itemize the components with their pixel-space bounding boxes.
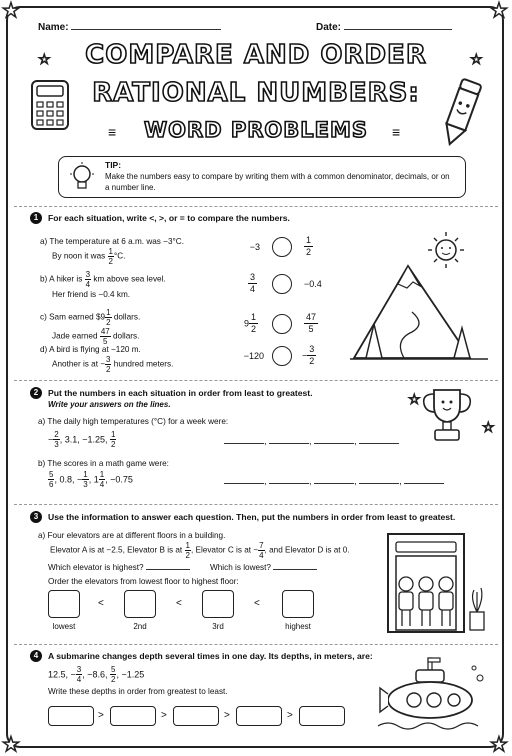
depth-box-5[interactable]: [299, 706, 345, 726]
star-icon: ☆: [470, 52, 483, 68]
divider: [14, 206, 498, 207]
star-icon: ★: [2, 732, 20, 756]
star-icon: ★: [2, 0, 20, 22]
less-than-sign: <: [176, 598, 182, 609]
answer-line[interactable]: [314, 483, 354, 484]
section-4-title: A submarine changes depth several times in one day. Its depths, in meters, are:: [48, 651, 373, 661]
item-2a-values: − $\frac{2}{3}$ , 3.1, −1.25, $\frac{1}{2}$: [48, 430, 116, 449]
answer-box-2nd[interactable]: [124, 590, 156, 618]
answer-line[interactable]: [404, 483, 444, 484]
box-label-lowest: lowest: [52, 622, 76, 631]
question-lowest[interactable]: Which is lowest?: [210, 562, 317, 573]
date-label: Date:: [316, 22, 342, 33]
tip-label: TIP:: [105, 160, 122, 170]
item-1c: c) Sam earned $9 $\frac{1}{2}$ dollars. Jade earned $\frac{47}{5}$ dollars.: [40, 308, 141, 346]
answer-line[interactable]: [224, 443, 264, 444]
divider: [14, 504, 498, 505]
divider: [14, 380, 498, 381]
compare-circle[interactable]: [272, 314, 292, 334]
answer-line[interactable]: [224, 483, 264, 484]
mountain-illustration: [350, 228, 490, 374]
name-label: Name:: [38, 22, 69, 33]
less-than-sign: <: [98, 598, 104, 609]
compare-left-value: $\frac{3}{4}$: [250, 272, 256, 294]
compare-left-value: −3: [249, 242, 260, 252]
item-2b-label: b) The scores in a math game were:: [38, 459, 169, 468]
name-line[interactable]: [71, 29, 221, 30]
section-2-subtitle: Write your answers on the lines.: [48, 400, 171, 409]
star-icon: ★: [490, 0, 508, 22]
section-2-number: 2: [30, 387, 42, 399]
date-field[interactable]: [316, 22, 452, 33]
section-3-title: Use the information to answer each question. Then, put the numbers in order from least to greatest.: [48, 512, 456, 522]
compare-circle[interactable]: [272, 237, 292, 257]
depth-values: 12.5, − $\frac{3}{4}$ , −8.6, $\frac{5}{2}$ , −1.25: [48, 665, 145, 684]
lightbulb-icon: [67, 161, 97, 193]
date-line[interactable]: [344, 29, 452, 30]
pencil-icon: [436, 76, 486, 150]
star-icon: ☆: [38, 52, 51, 68]
greater-than-sign: >: [98, 710, 104, 721]
tip-text: Make the numbers easy to compare by writing them with a common denominator, decimals, or on a number line.: [105, 172, 450, 192]
compare-left-value: −120: [243, 351, 264, 361]
answer-line[interactable]: [146, 569, 190, 570]
answer-lines-2a[interactable]: , , ,: [224, 436, 399, 446]
depth-box-2[interactable]: [110, 706, 156, 726]
answer-line[interactable]: [359, 483, 399, 484]
greater-than-sign: >: [224, 710, 230, 721]
answer-line[interactable]: [314, 443, 354, 444]
compare-left-value: 9 $\frac{1}{2}$: [244, 312, 257, 334]
submarine-illustration: [376, 654, 492, 738]
divider: [14, 644, 498, 645]
answer-line[interactable]: [269, 483, 309, 484]
greater-than-sign: >: [287, 710, 293, 721]
tip-box: [58, 156, 466, 198]
item-3a-text: a) Four elevators are at different floors in a building. Elevator A is at −2.5, Elevator B is at $\frac{1}{2}$ , Elevator C is at − $\frac{7}{4}$ , and Elevator D is at 0.: [38, 531, 350, 560]
compare-right-value: $\frac{47}{5}$: [306, 312, 317, 334]
box-label-3rd: 3rd: [212, 622, 224, 631]
depth-box-1[interactable]: [48, 706, 94, 726]
decoration-lines-icon: ≡: [392, 124, 401, 140]
item-2b-values: $\frac{5}{6}$ , 0.8, − $\frac{1}{3}$ , 1 $\frac{1}{4}$ , −0.75: [49, 470, 133, 489]
order-instruction: Order the elevators from lowest floor to highest floor:: [48, 577, 239, 586]
star-icon: ★: [490, 732, 508, 756]
answer-box-lowest[interactable]: [48, 590, 80, 618]
compare-circle[interactable]: [272, 346, 292, 366]
title-line-1: COMPARE AND ORDER: [85, 40, 427, 70]
answer-box-3rd[interactable]: [202, 590, 234, 618]
star-icon: ☆: [408, 392, 421, 408]
depth-box-3[interactable]: [173, 706, 219, 726]
title-line-2: RATIONAL NUMBERS:: [92, 78, 420, 108]
compare-right-value: $\frac{1}{2}$: [306, 235, 312, 257]
item-1a: a) The temperature at 6 a.m. was −3°C. By noon it was $\frac{1}{2}$ °C.: [40, 237, 184, 266]
answer-line[interactable]: [359, 443, 399, 444]
box-label-2nd: 2nd: [133, 622, 147, 631]
greater-than-sign: >: [161, 710, 167, 721]
section-2-title: Put the numbers in each situation in order from least to greatest.: [48, 388, 313, 398]
trophy-icon: [418, 384, 476, 450]
elevator-illustration: [384, 532, 488, 636]
compare-right-value: − $\frac{3}{2}$: [302, 344, 315, 366]
title-line-3: WORD PROBLEMS: [143, 118, 369, 142]
section-4-instruction: Write these depths in order from greatest to least.: [48, 687, 228, 696]
compare-right-value: −0.4: [304, 279, 322, 289]
item-1b: b) A hiker is $\frac{3}{4}$ km above sea level. Her friend is −0.4 km.: [40, 270, 166, 299]
section-3-number: 3: [30, 511, 42, 523]
depth-box-4[interactable]: [236, 706, 282, 726]
box-label-highest: highest: [285, 622, 311, 631]
answer-line[interactable]: [269, 443, 309, 444]
section-4-number: 4: [30, 650, 42, 662]
item-2a-label: a) The daily high temperatures (°C) for a week were:: [38, 417, 229, 426]
calculator-icon: [26, 78, 74, 134]
item-1d: d) A bird is flying at −120 m. Another is at − $\frac{3}{2}$ hundred meters.: [40, 345, 174, 374]
section-1-number: 1: [30, 212, 42, 224]
star-icon: ☆: [482, 420, 495, 436]
answer-line[interactable]: [273, 569, 317, 570]
compare-circle[interactable]: [272, 274, 292, 294]
section-1-title: For each situation, write <, >, or = to compare the numbers.: [48, 213, 290, 223]
answer-box-highest[interactable]: [282, 590, 314, 618]
answer-lines-2b[interactable]: , , , ,: [224, 476, 444, 486]
decoration-lines-icon: ≡: [108, 124, 117, 140]
name-field[interactable]: [38, 22, 221, 33]
less-than-sign: <: [254, 598, 260, 609]
question-highest[interactable]: Which elevator is highest?: [48, 562, 190, 573]
